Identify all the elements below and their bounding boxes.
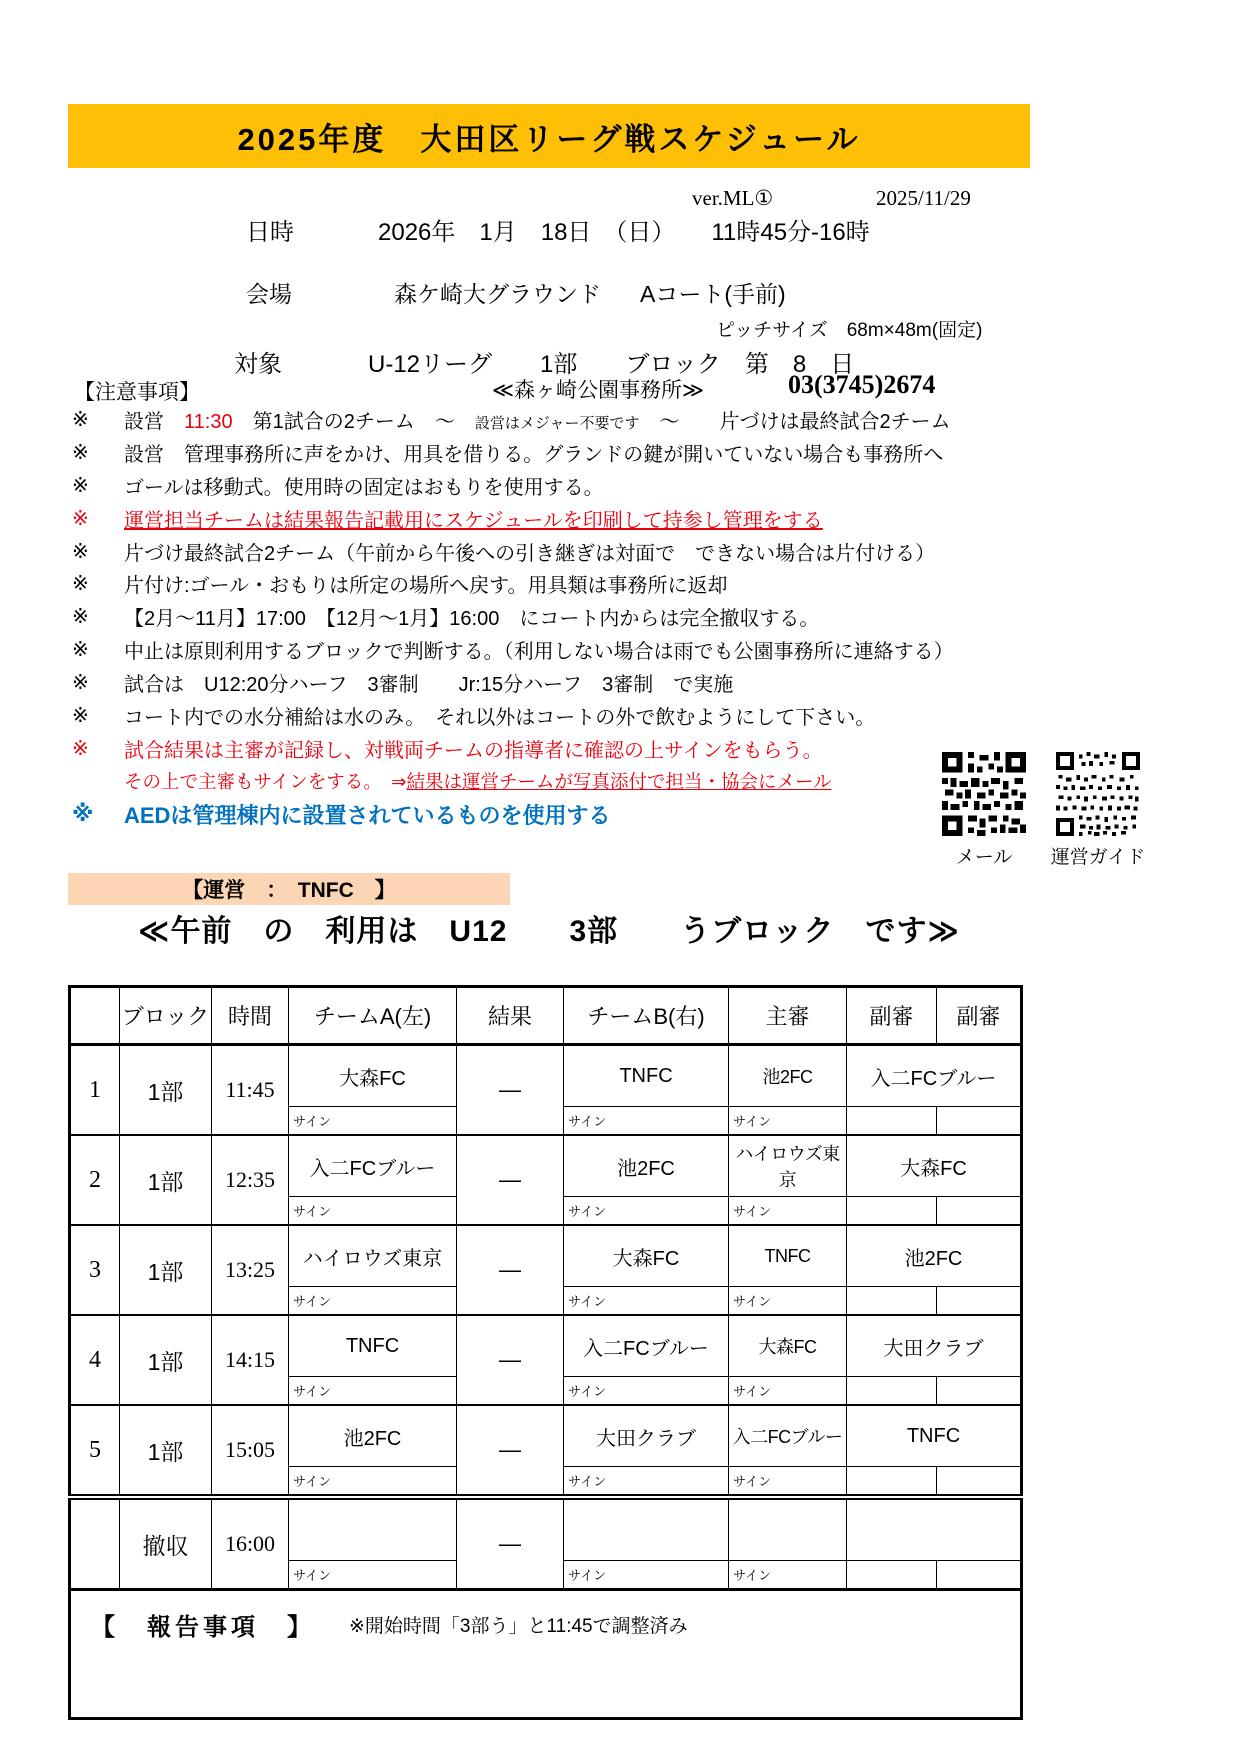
- header-no: [70, 987, 120, 1045]
- note-cleanup-return: ※ 片付け:ゴール・おもりは所定の場所へ戻す。用具類は事務所に返却: [72, 573, 728, 598]
- assistant-referees: 大森FC: [847, 1135, 1022, 1197]
- sign-cell-referee: サイン: [729, 1287, 847, 1316]
- team-a: 入二FCブルー: [289, 1135, 457, 1197]
- note-result-sign: ※ 試合結果は主審が記録し、対戦両チームの指導者に確認の上サインをもらう。: [72, 737, 823, 762]
- revision-date: 2025/11/29: [876, 186, 971, 210]
- note-cleanup-teams: ※ 片づけ最終試合2チーム（午前から午後への引き継ぎは対面で できない場合は片付ける）: [72, 540, 936, 565]
- match-no: 2: [70, 1135, 120, 1225]
- match-no: 1: [70, 1045, 120, 1136]
- team-a: 池2FC: [289, 1405, 457, 1467]
- referee: 入二FCブルー: [729, 1405, 847, 1467]
- match-no: [70, 1497, 120, 1590]
- note-match-format: ※ 試合は U12:20分ハーフ 3審制 Jr:15分ハーフ 3審制 で実施: [72, 672, 734, 697]
- header-block: ブロック: [120, 987, 212, 1045]
- sign-cell-assistant-1: [847, 1561, 937, 1590]
- header-assistant-1: 副審: [847, 987, 937, 1045]
- match-time: 13:25: [212, 1225, 289, 1315]
- header-assistant-2: 副審: [937, 987, 1022, 1045]
- team-a: TNFC: [289, 1315, 457, 1377]
- team-b: TNFC: [564, 1045, 729, 1107]
- note-goals: ※ ゴールは移動式。使用時の固定はおもりを使用する。: [72, 474, 604, 499]
- match-block: 撤収: [120, 1497, 212, 1590]
- match-result: —: [457, 1405, 564, 1497]
- operator-label: 【運営 ： TNFC 】: [182, 879, 396, 902]
- assistant-referees: 大田クラブ: [847, 1315, 1022, 1377]
- match-no: 5: [70, 1405, 120, 1497]
- team-b: 池2FC: [564, 1135, 729, 1197]
- match-block: 1部: [120, 1135, 212, 1225]
- schedule-table: [68, 985, 1023, 1720]
- match-row-4: [70, 1315, 1022, 1377]
- sign-cell-assistant-2: [937, 1377, 1022, 1406]
- note-withdrawal-time: ※ 【2月～11月】17:00 【12月～1月】16:00 にコート内からは完全撤収する。: [72, 606, 820, 631]
- report-note: ※開始時間「3部う」と11:45で調整済み: [349, 1616, 688, 1637]
- header-team-b: チームB(右): [564, 987, 729, 1045]
- sign-cell-assistant-2: [937, 1467, 1022, 1498]
- court-value: Aコート(手前): [640, 281, 786, 307]
- referee: 大森FC: [729, 1315, 847, 1377]
- match-block: 1部: [120, 1045, 212, 1136]
- sign-cell-assistant-1: [847, 1197, 937, 1226]
- sign-cell-team-a: サイン: [289, 1467, 457, 1498]
- note-equipment: ※ 設営 管理事務所に声をかけ、用具を借りる。グランドの鍵が開いていない場合も事務所へ: [72, 441, 944, 466]
- sign-cell-referee: サイン: [729, 1377, 847, 1406]
- referee: [729, 1497, 847, 1561]
- sign-cell-assistant-1: [847, 1467, 937, 1498]
- venue-label: 会場: [246, 281, 292, 307]
- match-no: 3: [70, 1225, 120, 1315]
- match-result: —: [457, 1045, 564, 1136]
- header-result: 結果: [457, 987, 564, 1045]
- datetime-value: 2026年 1月 18日 （日） 11時45分-16時: [378, 219, 870, 246]
- match-time: 11:45: [212, 1045, 289, 1136]
- referee: TNFC: [729, 1225, 847, 1287]
- note-aed: ※ AEDは管理棟内に設置されているものを使用する: [72, 801, 611, 828]
- header-time: 時間: [212, 987, 289, 1045]
- assistant-referees: TNFC: [847, 1405, 1022, 1467]
- table-header-row: [70, 987, 1022, 1045]
- qr-mail-label: メール: [955, 847, 1013, 868]
- sign-cell-team-a: サイン: [289, 1561, 457, 1590]
- note-setup-time: ※ 設営 11:30 第1試合の2チーム ～ 設営はメジャー不要です ～ 片づけは最終試合2チーム: [72, 408, 951, 433]
- match-result: —: [457, 1225, 564, 1315]
- sign-cell-assistant-2: [937, 1561, 1022, 1590]
- match-time: 16:00: [212, 1497, 289, 1590]
- page-title: 2025年度 大田区リーグ戦スケジュール: [237, 121, 861, 157]
- match-row-3: [70, 1225, 1022, 1287]
- version-label: ver.ML①: [692, 186, 774, 210]
- datetime-label: 日時: [246, 219, 294, 246]
- assistant-referees: 入二FCブルー: [847, 1045, 1022, 1107]
- match-time: 14:15: [212, 1315, 289, 1405]
- qr-guide-label: 運営ガイド: [1050, 847, 1146, 868]
- assistant-referees: [847, 1497, 1022, 1561]
- target-label: 対象: [234, 351, 282, 378]
- sign-cell-assistant-2: [937, 1107, 1022, 1136]
- sign-cell-team-b: サイン: [564, 1377, 729, 1406]
- header-team-a: チームA(左): [289, 987, 457, 1045]
- note-hydration: ※ コート内での水分補給は水のみ。 それ以外はコートの外で飲むようにして下さい。: [72, 704, 876, 729]
- sign-cell-referee: サイン: [729, 1467, 847, 1498]
- sign-cell-assistant-2: [937, 1287, 1022, 1316]
- referee: 池2FC: [729, 1045, 847, 1107]
- sign-cell-team-b: サイン: [564, 1287, 729, 1316]
- sign-cell-assistant-2: [937, 1197, 1022, 1226]
- sign-cell-team-b: サイン: [564, 1107, 729, 1136]
- match-block: 1部: [120, 1225, 212, 1315]
- sign-cell-team-a: サイン: [289, 1107, 457, 1136]
- match-row-2: [70, 1135, 1022, 1197]
- park-office-name: ≪森ヶ崎公園事務所≫: [492, 379, 704, 402]
- match-result: —: [457, 1315, 564, 1405]
- match-result: —: [457, 1497, 564, 1590]
- target-value: U-12リーグ 1部 ブロック 第 8 日: [368, 351, 855, 378]
- sign-cell-assistant-1: [847, 1107, 937, 1136]
- sign-cell-assistant-1: [847, 1287, 937, 1316]
- note-result-mail: その上で主審もサインをする。 ⇒結果は運営チームが写真添付で担当・協会にメール: [124, 771, 832, 793]
- sign-cell-team-a: サイン: [289, 1287, 457, 1316]
- match-no: 4: [70, 1315, 120, 1405]
- venue-value: 森ケ崎大グラウンド: [394, 281, 601, 307]
- team-b: 大田クラブ: [564, 1405, 729, 1467]
- sign-cell-assistant-1: [847, 1377, 937, 1406]
- team-b: 入二FCブルー: [564, 1315, 729, 1377]
- team-b: 大森FC: [564, 1225, 729, 1287]
- referee: ハイロウズ東京: [729, 1135, 847, 1197]
- match-result: —: [457, 1135, 564, 1225]
- title-banner: [68, 104, 1030, 168]
- sign-cell-team-a: サイン: [289, 1197, 457, 1226]
- match-time: 15:05: [212, 1405, 289, 1497]
- report-section-label: 【 報告事項 】: [91, 1614, 315, 1641]
- qr-code-mail-icon: [942, 752, 1026, 836]
- match-time: 12:35: [212, 1135, 289, 1225]
- qr-code-guide-icon: [1056, 752, 1140, 836]
- setup-time-red: 11:30: [184, 410, 233, 433]
- report-row: [70, 1590, 1022, 1719]
- pitch-size: ピッチサイズ 68m×48m(固定): [716, 320, 983, 341]
- team-a: ハイロウズ東京: [289, 1225, 457, 1287]
- team-a: 大森FC: [289, 1045, 457, 1107]
- sign-cell-team-b: サイン: [564, 1197, 729, 1226]
- operator-bar: [68, 873, 510, 905]
- match-block: 1部: [120, 1405, 212, 1497]
- sign-cell-referee: サイン: [729, 1107, 847, 1136]
- notice-section-label: 【注意事項】: [74, 381, 200, 404]
- match-row-1: [70, 1045, 1022, 1107]
- note-cancellation: ※ 中止は原則利用するブロックで判断する。（利用しない場合は雨でも公園事務所に連絡する）: [72, 639, 954, 664]
- note-print-schedule: ※ 運営担当チームは結果報告記載用にスケジュールを印刷して持参し管理をする: [72, 507, 823, 532]
- match-block: 1部: [120, 1315, 212, 1405]
- sign-cell-referee: サイン: [729, 1197, 847, 1226]
- assistant-referees: 池2FC: [847, 1225, 1022, 1287]
- sign-cell-referee: サイン: [729, 1561, 847, 1590]
- sign-cell-team-a: サイン: [289, 1377, 457, 1406]
- header-referee: 主審: [729, 987, 847, 1045]
- team-b: [564, 1497, 729, 1561]
- morning-usage-note: ≪午前 の 利用は U12 3部 うブロック です≫: [138, 915, 960, 948]
- sign-cell-team-b: サイン: [564, 1467, 729, 1498]
- sign-cell-team-b: サイン: [564, 1561, 729, 1590]
- withdrawal-row: [70, 1497, 1022, 1561]
- team-a: [289, 1497, 457, 1561]
- match-row-5: [70, 1405, 1022, 1467]
- park-office-phone: 03(3745)2674: [788, 370, 936, 399]
